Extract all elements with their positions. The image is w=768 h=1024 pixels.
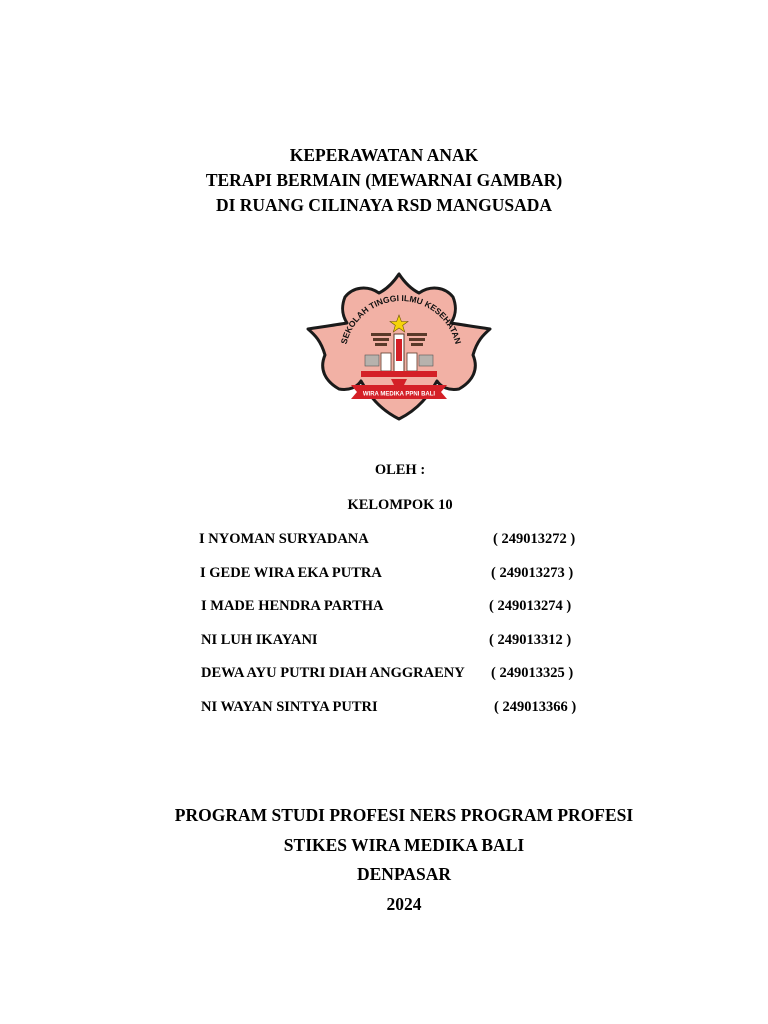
member-row	[200, 565, 574, 582]
member-name: DEWA AYU PUTRI DIAH ANGGRAENY	[201, 665, 465, 681]
author-label: OLEH :	[374, 462, 426, 478]
member-nim: ( 249013366 )	[494, 699, 577, 715]
institution-logo	[305, 271, 493, 421]
member-nim: ( 249013274 )	[489, 598, 572, 614]
member-row	[199, 531, 576, 548]
title-line-1: KEPERAWATAN ANAK	[289, 145, 479, 165]
logo-arc-text: SEKOLAH TINGGI ILMU KESEHATAN	[338, 292, 464, 346]
member-row	[201, 665, 574, 682]
title-line-2: TERAPI BERMAIN (MEWARNAI GAMBAR)	[205, 170, 563, 190]
footer-program: PROGRAM STUDI PROFESI NERS PROGRAM PROFESI	[174, 805, 634, 825]
member-nim: ( 249013325 )	[491, 665, 574, 681]
title-line-3: DI RUANG CILINAYA RSD MANGUSADA	[215, 195, 553, 215]
footer-institution: STIKES WIRA MEDIKA BALI	[283, 835, 525, 855]
logo-ribbon-text: WIRA MEDIKA PPNI BALI	[362, 391, 436, 398]
logo-left-plaque	[365, 355, 379, 366]
member-name: I GEDE WIRA EKA PUTRA	[200, 565, 382, 581]
member-name: NI LUH IKAYANI	[201, 632, 318, 648]
document-title	[0, 143, 768, 218]
member-name: NI WAYAN SINTYA PUTRI	[201, 699, 378, 715]
logo-right-plaque	[419, 355, 433, 366]
member-name: I NYOMAN SURYADANA	[199, 531, 369, 547]
member-nim: ( 249013312 )	[489, 632, 572, 648]
member-nim: ( 249013272 )	[493, 531, 576, 547]
member-nim: ( 249013273 )	[491, 565, 574, 581]
member-name: I MADE HENDRA PARTHA	[201, 598, 384, 614]
logo-red-bar	[361, 371, 437, 377]
group-label: KELOMPOK 10	[347, 497, 453, 513]
footer-year: 2024	[386, 894, 422, 914]
member-row	[201, 699, 577, 716]
member-row	[201, 632, 572, 649]
member-row	[201, 598, 572, 615]
footer-city: DENPASAR	[357, 864, 451, 884]
